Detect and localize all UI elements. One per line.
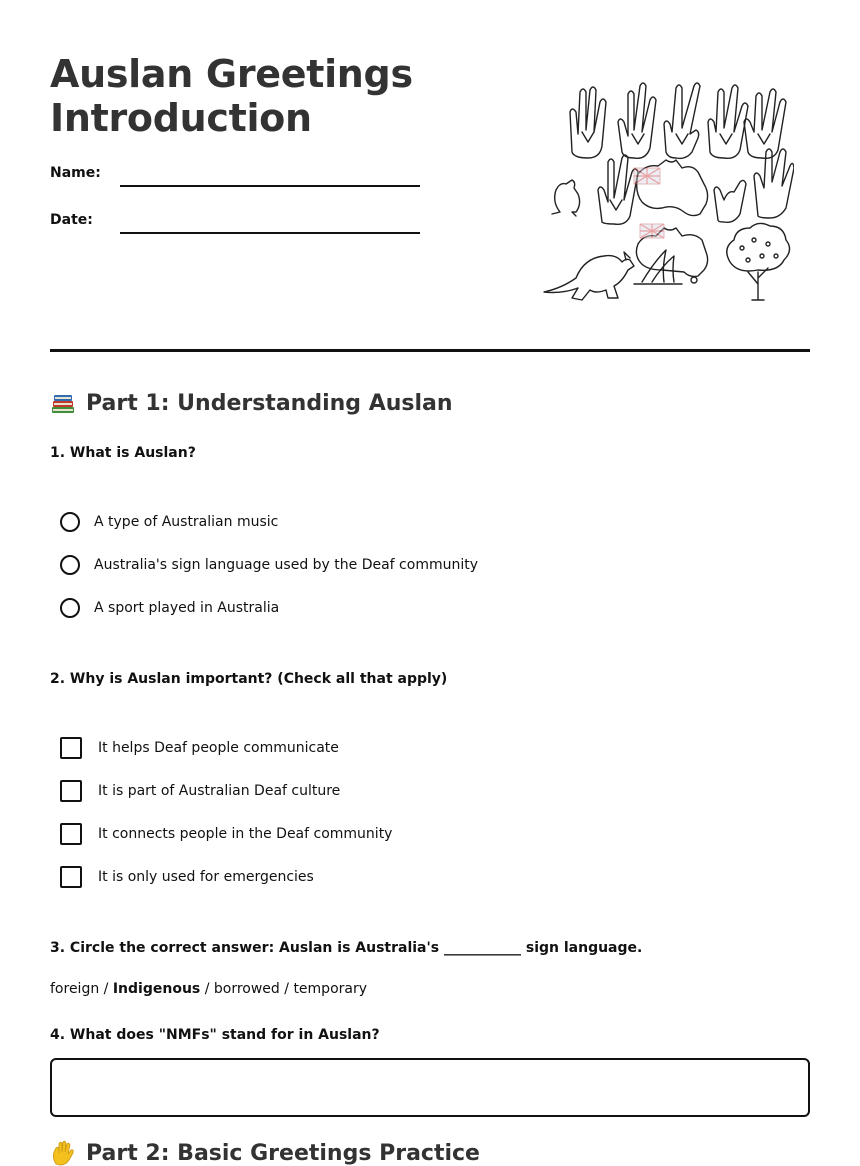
- checkbox[interactable]: [60, 737, 82, 759]
- title-line-2: Introduction: [50, 96, 312, 140]
- checkbox[interactable]: [60, 823, 82, 845]
- choice-foreign[interactable]: foreign: [50, 981, 100, 997]
- choice-separator: /: [200, 981, 214, 997]
- date-field: [50, 212, 420, 238]
- auslan-illustration: [542, 72, 794, 308]
- header-divider: [50, 349, 810, 352]
- name-label: Name:: [50, 165, 101, 181]
- option-label: It helps Deaf people communicate: [98, 740, 339, 756]
- radio-button[interactable]: [60, 555, 80, 575]
- part1-heading: [50, 390, 453, 416]
- checkbox[interactable]: [60, 780, 82, 802]
- radio-button[interactable]: [60, 598, 80, 618]
- choice-separator: /: [99, 981, 113, 997]
- title-line-1: Auslan Greetings: [50, 52, 413, 96]
- option-label: A type of Australian music: [94, 514, 279, 530]
- option-label: It connects people in the Deaf community: [98, 826, 393, 842]
- part2-heading: [50, 1140, 480, 1166]
- q2-option-4[interactable]: [60, 864, 314, 890]
- choice-borrowed[interactable]: borrowed: [213, 981, 280, 997]
- flag-icon: [634, 168, 664, 238]
- question-1: 1. What is Auslan?: [50, 445, 196, 461]
- books-icon: [50, 390, 76, 416]
- hand-sign-illustration: [570, 83, 786, 158]
- q3-choices: [50, 981, 367, 997]
- question-3: 3. Circle the correct answer: Auslan is Australia's ___________ sign language.: [50, 940, 643, 956]
- part2-title: Part 2: Basic Greetings Practice: [86, 1140, 480, 1166]
- radio-button[interactable]: [60, 512, 80, 532]
- choice-indigenous[interactable]: Indigenous: [112, 981, 201, 997]
- page-title: [50, 52, 413, 140]
- option-label: It is part of Australian Deaf culture: [98, 783, 341, 799]
- waving-hand-icon: [50, 1140, 76, 1166]
- q2-option-2[interactable]: [60, 778, 340, 804]
- q2-option-3[interactable]: [60, 821, 392, 847]
- choice-separator: /: [279, 981, 294, 997]
- q2-option-1[interactable]: [60, 735, 339, 761]
- q1-option-1[interactable]: [60, 509, 278, 535]
- q1-option-2[interactable]: [60, 552, 478, 578]
- date-label: Date:: [50, 212, 93, 228]
- name-input-line[interactable]: [120, 185, 420, 187]
- option-label: Australia's sign language used by the Deaf community: [94, 557, 479, 573]
- question-4: 4. What does "NMFs" stand for in Auslan?: [50, 1027, 380, 1043]
- question-2: 2. Why is Auslan important? (Check all that apply): [50, 671, 448, 687]
- q4-answer-box[interactable]: [50, 1058, 810, 1117]
- part1-title: Part 1: Understanding Auslan: [86, 390, 453, 416]
- date-input-line[interactable]: [120, 232, 420, 234]
- option-label: It is only used for emergencies: [98, 869, 314, 885]
- name-field: [50, 165, 420, 191]
- q1-option-3[interactable]: [60, 595, 279, 621]
- choice-temporary[interactable]: temporary: [293, 981, 368, 997]
- option-label: A sport played in Australia: [94, 600, 280, 616]
- checkbox[interactable]: [60, 866, 82, 888]
